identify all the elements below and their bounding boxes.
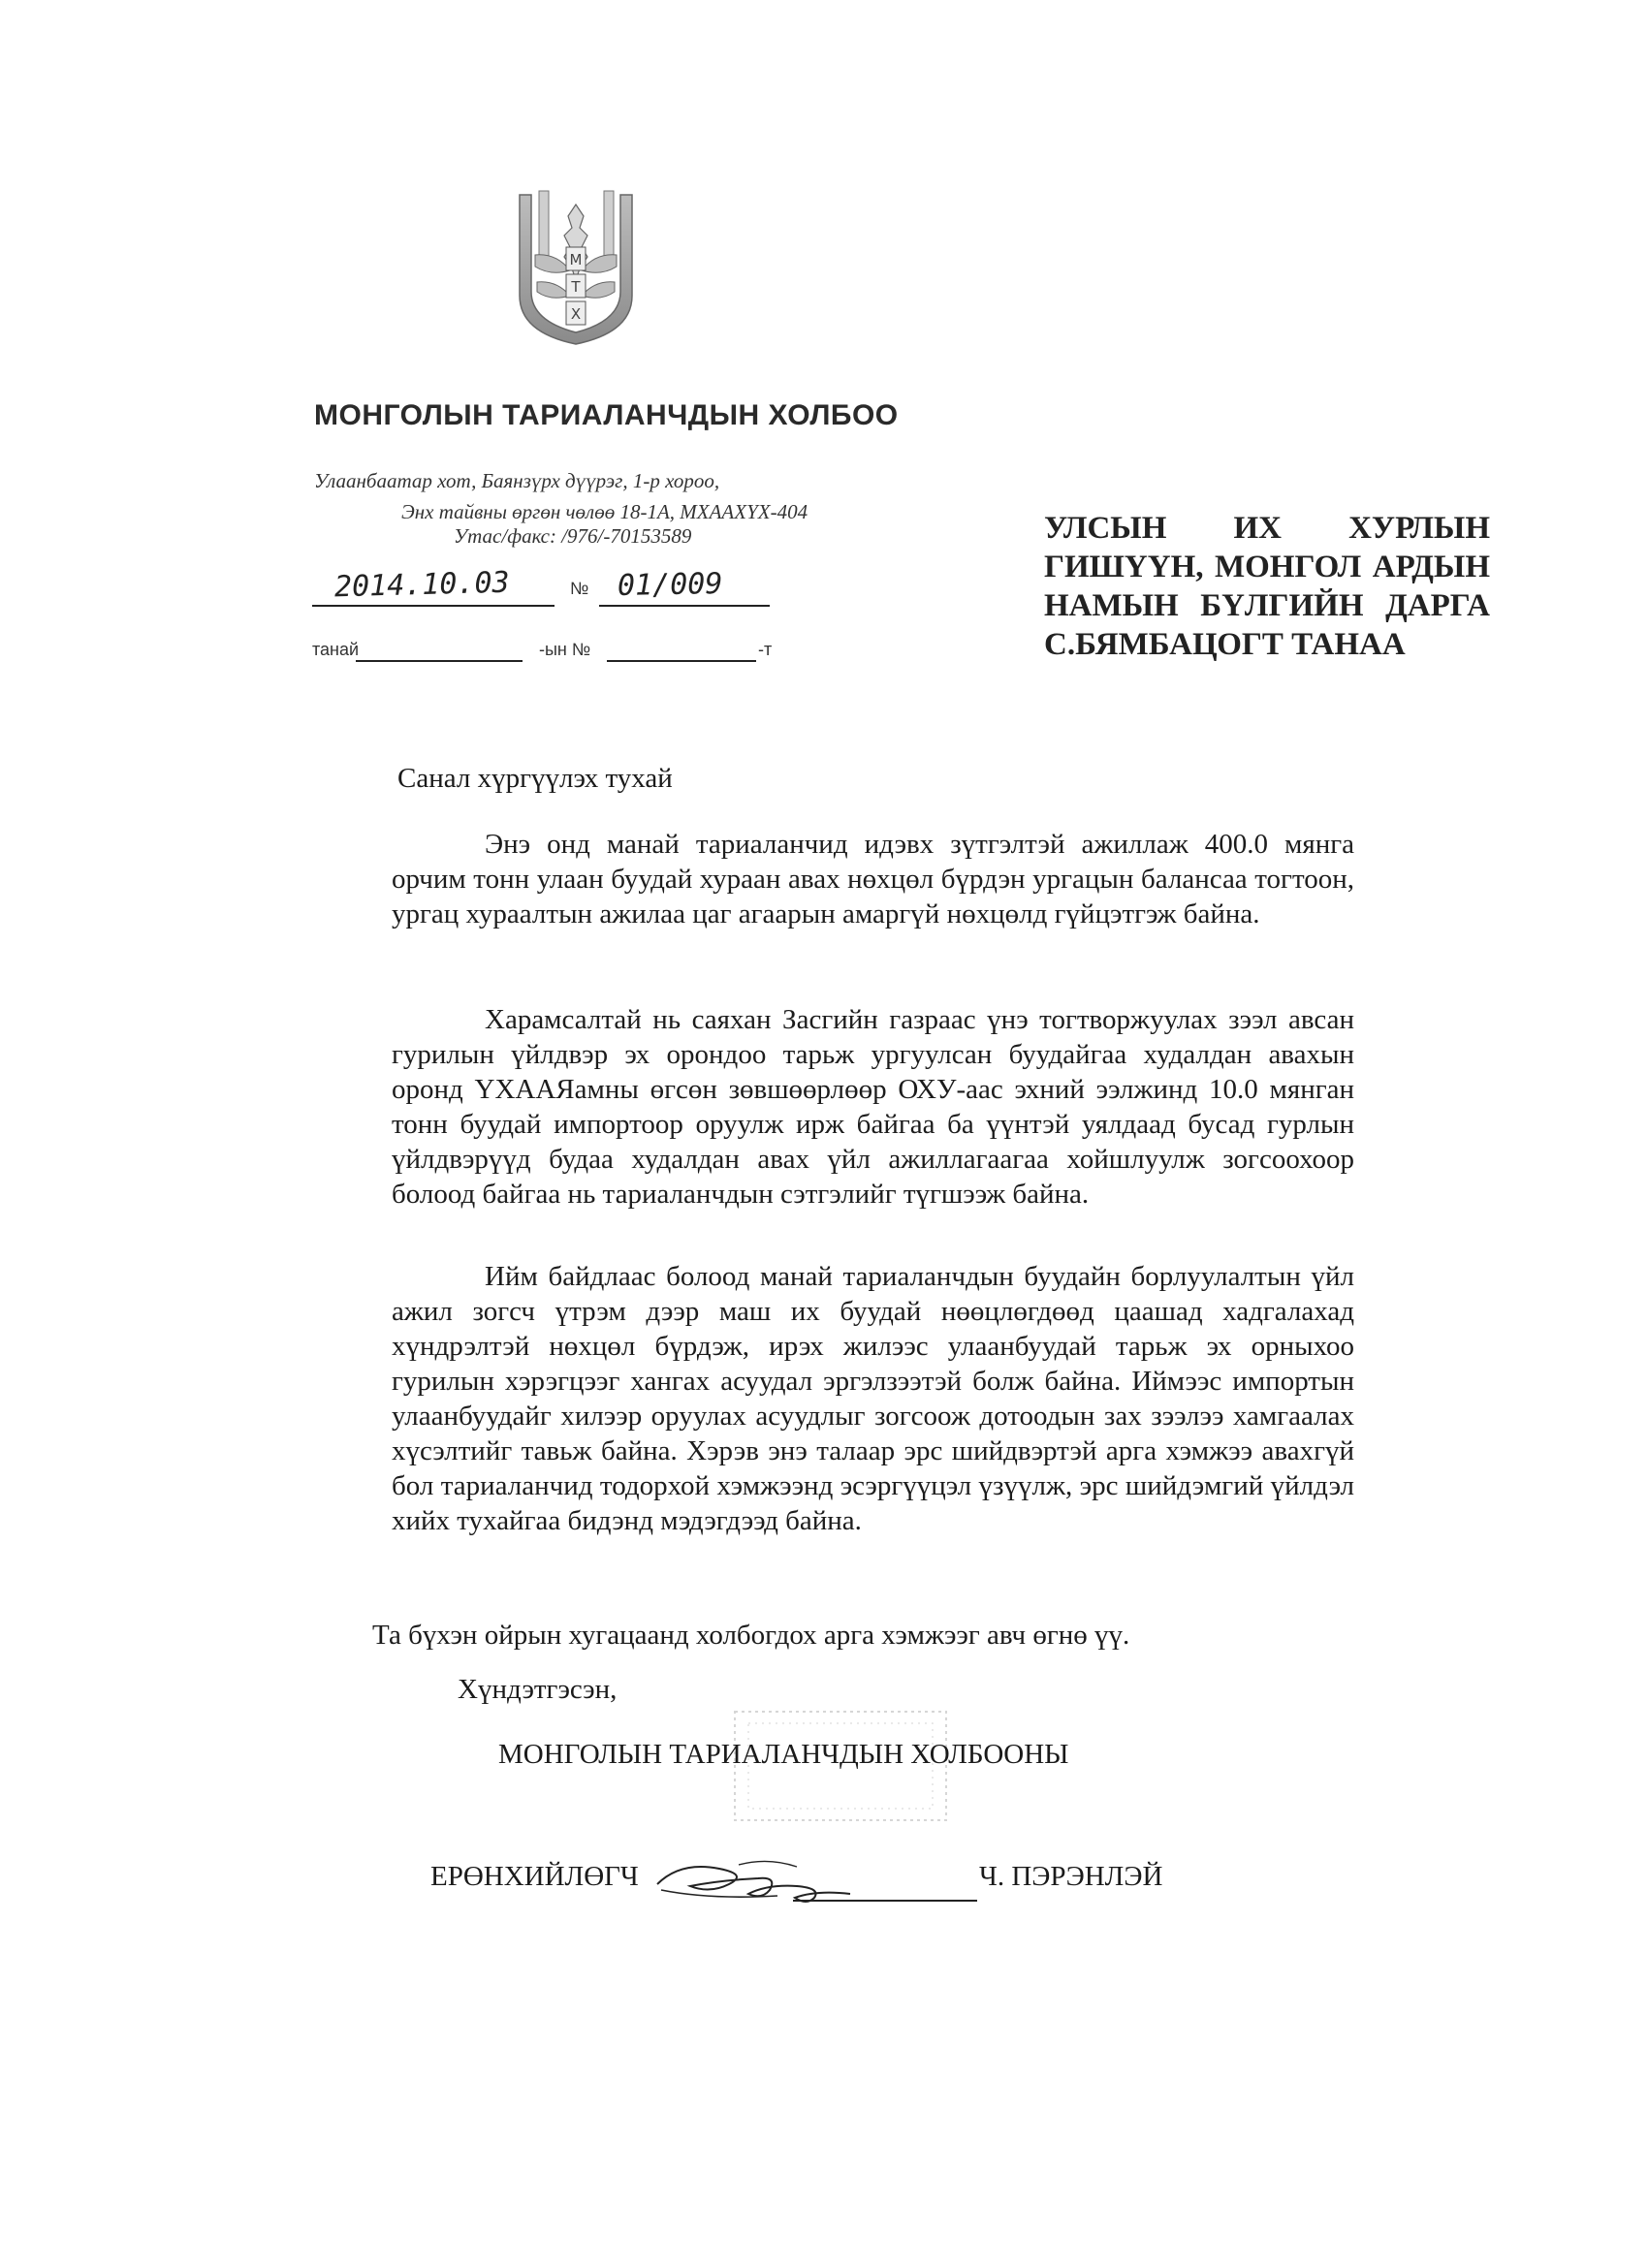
svg-text:М: М [569, 251, 583, 268]
signer-name: Ч. ПЭРЭНЛЭЙ [979, 1861, 1163, 1892]
your-number-underline [607, 660, 756, 662]
your-label: танай [312, 640, 360, 659]
organization-name: МОНГОЛЫН ТАРИАЛАНЧДЫН ХОЛБОО [314, 399, 899, 431]
addressee-block [1044, 509, 1490, 664]
paragraph-1-text: Энэ онд манай тариаланчид идэвх зүтгэлтэй ажиллаж 400.0 мянга орчим тонн улаан буудай хураан авах нөхцөл бүрдэн ургацын балансаа тогтоон, ургац хураалтын ажилаа цаг агаарын амаргүй нөхцөлд гүйцэтгэж байна. [392, 829, 1354, 929]
organization-logo [512, 187, 641, 350]
paragraph-1 [392, 827, 1354, 931]
closing-request: Та бүхэн ойрын хугацаанд холбогдох арга хэмжээг авч өгнө үү. [372, 1620, 1130, 1651]
addressee-line-2: ГИШҮҮН, МОНГОЛ АРДЫН [1044, 550, 1490, 584]
handwritten-signature [651, 1851, 855, 1909]
addressee-line-4: С.БЯМБАЦОГТ ТАНАА [1044, 627, 1406, 662]
your-ref-underline [356, 660, 523, 662]
paragraph-2-text: Харамсалтай нь саяхан Засгийн газраас үнэ тогтворжуулах зээл авсан гурилын үйлдвэр эх орондоо тарьж ургуулсан буудайгаа худалдан авахын оронд ҮХААЯамны өгсөн зөвшөөрлөөр ОХУ-аас эхний ээлжинд 10.0 мянган тонн буудай импортоор оруулж ирж байгаа ба үүнтэй уялдаад бусад гурлын үйлдвэрүүд будаа худалдан авах үйл ажиллагаагаа хойшлуулж зогсоохоор болоод байгаа нь тариаланчдын сэтгэлийг түгшээж байна. [392, 1004, 1354, 1210]
letter-date: 2014.10.03 [333, 565, 511, 605]
letter-number: 01/009 [617, 567, 723, 603]
signature-organization: МОНГОЛЫН ТАРИАЛАНЧДЫН ХОЛБООНЫ [498, 1739, 1069, 1770]
address-line-2: Энх тайвны өргөн чөлөө 18-1А, МХААХҮХ-404 [401, 500, 808, 523]
regards: Хүндэтгэсэн, [458, 1674, 618, 1705]
signer-title: ЕРӨНХИЙЛӨГЧ [430, 1861, 639, 1892]
number-underline [599, 605, 770, 607]
phone-fax: Утас/факс: /976/-70153589 [454, 524, 692, 548]
number-label: № [570, 579, 589, 598]
paragraph-2 [392, 1002, 1354, 1212]
letter-subject: Санал хүргүүлэх тухай [397, 763, 673, 794]
of-number-label: -ын № [539, 640, 591, 659]
paragraph-3 [392, 1259, 1354, 1538]
svg-text:Т: Т [571, 278, 581, 296]
date-underline [312, 605, 555, 607]
paragraph-3-text: Ийм байдлаас болоод манай тариаланчдын буудайн борлуулалтын үйл ажил зогсч үтрэм дээр маш их буудай нөөцлөгдөөд цаашад хадгалахад хүндрэлтэй нөхцөл бүрдэж, ирэх жилээс улаанбуудай тарьж эх орныхоо гурилын хэрэгцээг хангах асуудал эргэлзээтэй болж байна. Иймээс импортын улаанбуудайг хилээр оруулах асуудлыг зогсоож дотоодын зах зээлээ хамгаалах хүсэлтийг тавьж байна. Хэрэв энэ талаар эрс шийдвэртэй арга хэмжээ авахгүй бол тариаланчид тодорхой хэмжээнд эсэргүүцэл үзүүлж, эрс шийдэмгий үйлдэл хийх тухайгаа бидэнд мэдэгдээд байна. [392, 1261, 1354, 1536]
addressee-line-1: УЛСЫН ИХ ХУРЛЫН [1044, 511, 1490, 546]
to-suffix: -т [758, 640, 773, 659]
svg-text:Х: Х [570, 305, 582, 323]
addressee-line-3: НАМЫН БҮЛГИЙН ДАРГА [1044, 588, 1490, 623]
address-line-1: Улаанбаатар хот, Баянзүрх дүүрэг, 1-р хороо, [314, 469, 720, 492]
